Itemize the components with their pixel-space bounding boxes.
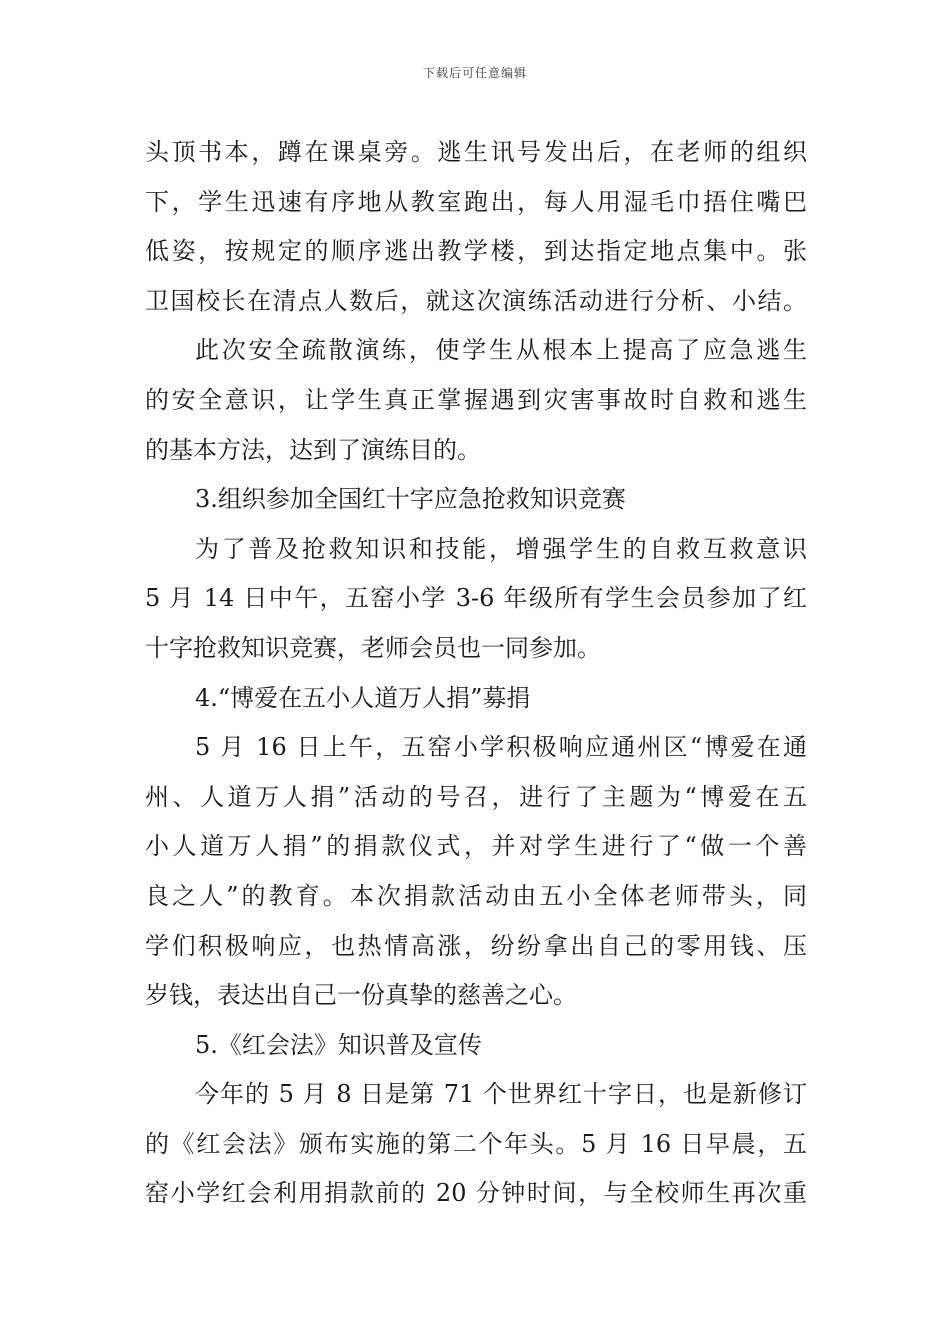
text-line: 下，学生迅速有序地从教室跑出，每人用湿毛巾捂住嘴巴 [145, 187, 807, 216]
text-line: 的安全意识，让学生真正掌握遇到灾害事故时自救和逃生 [145, 385, 807, 414]
document-body [145, 128, 807, 1219]
section-heading: 5.《红会法》知识普及宣传 [195, 1030, 482, 1059]
text-line: 5 月 14 日中午，五窑小学 3-6 年级所有学生会员参加了红 [145, 584, 807, 613]
text-line: 州、人道万人捐”活动的号召，进行了主题为“博爱在五 [145, 782, 807, 811]
page-header: 下载后可任意编辑 [422, 66, 527, 80]
text-line: 良之人”的教育。本次捐款活动由五小全体老师带头，同 [145, 881, 807, 910]
text-line: 学们积极响应，也热情高涨，纷纷拿出自己的零用钱、压 [145, 931, 807, 960]
paragraph-first-line: 5 月 16 日上午，五窑小学积极响应通州区“博爱在通 [195, 733, 807, 762]
text-line: 岁钱，表达出自己一份真挚的慈善之心。 [145, 981, 577, 1010]
text-line: 十字抢救知识竞赛，老师会员也一同参加。 [145, 633, 601, 662]
section-heading: 4.“博爱在五小人道万人捐”募捐 [195, 683, 531, 712]
text-line: 小人道万人捐”的捐款仪式，并对学生进行了“做一个善 [145, 832, 807, 861]
text-line: 的《红会法》颁布实施的第二个年头。5 月 16 日早晨，五 [145, 1129, 807, 1158]
text-line: 卫国校长在清点人数后，就这次演练活动进行分析、小结。 [145, 286, 807, 315]
text-line: 的基本方法，达到了演练目的。 [145, 435, 481, 464]
text-line: 头顶书本，蹲在课桌旁。逃生讯号发出后，在老师的组织 [145, 138, 807, 166]
text-line: 低姿，按规定的顺序逃出教学楼，到达指定地点集中。张 [145, 237, 807, 266]
text-line: 窑小学红会利用捐款前的 20 分钟时间，与全校师生再次重 [145, 1179, 807, 1208]
paragraph-first-line: 为了普及抢救知识和技能，增强学生的自救互救意识 [195, 534, 807, 563]
section-heading: 3.组织参加全国红十字应急抢救知识竞赛 [195, 485, 626, 514]
paragraph-first-line: 今年的 5 月 8 日是第 71 个世界红十字日，也是新修订 [195, 1080, 807, 1109]
paragraph-first-line: 此次安全疏散演练，使学生从根本上提高了应急逃生 [195, 336, 807, 365]
